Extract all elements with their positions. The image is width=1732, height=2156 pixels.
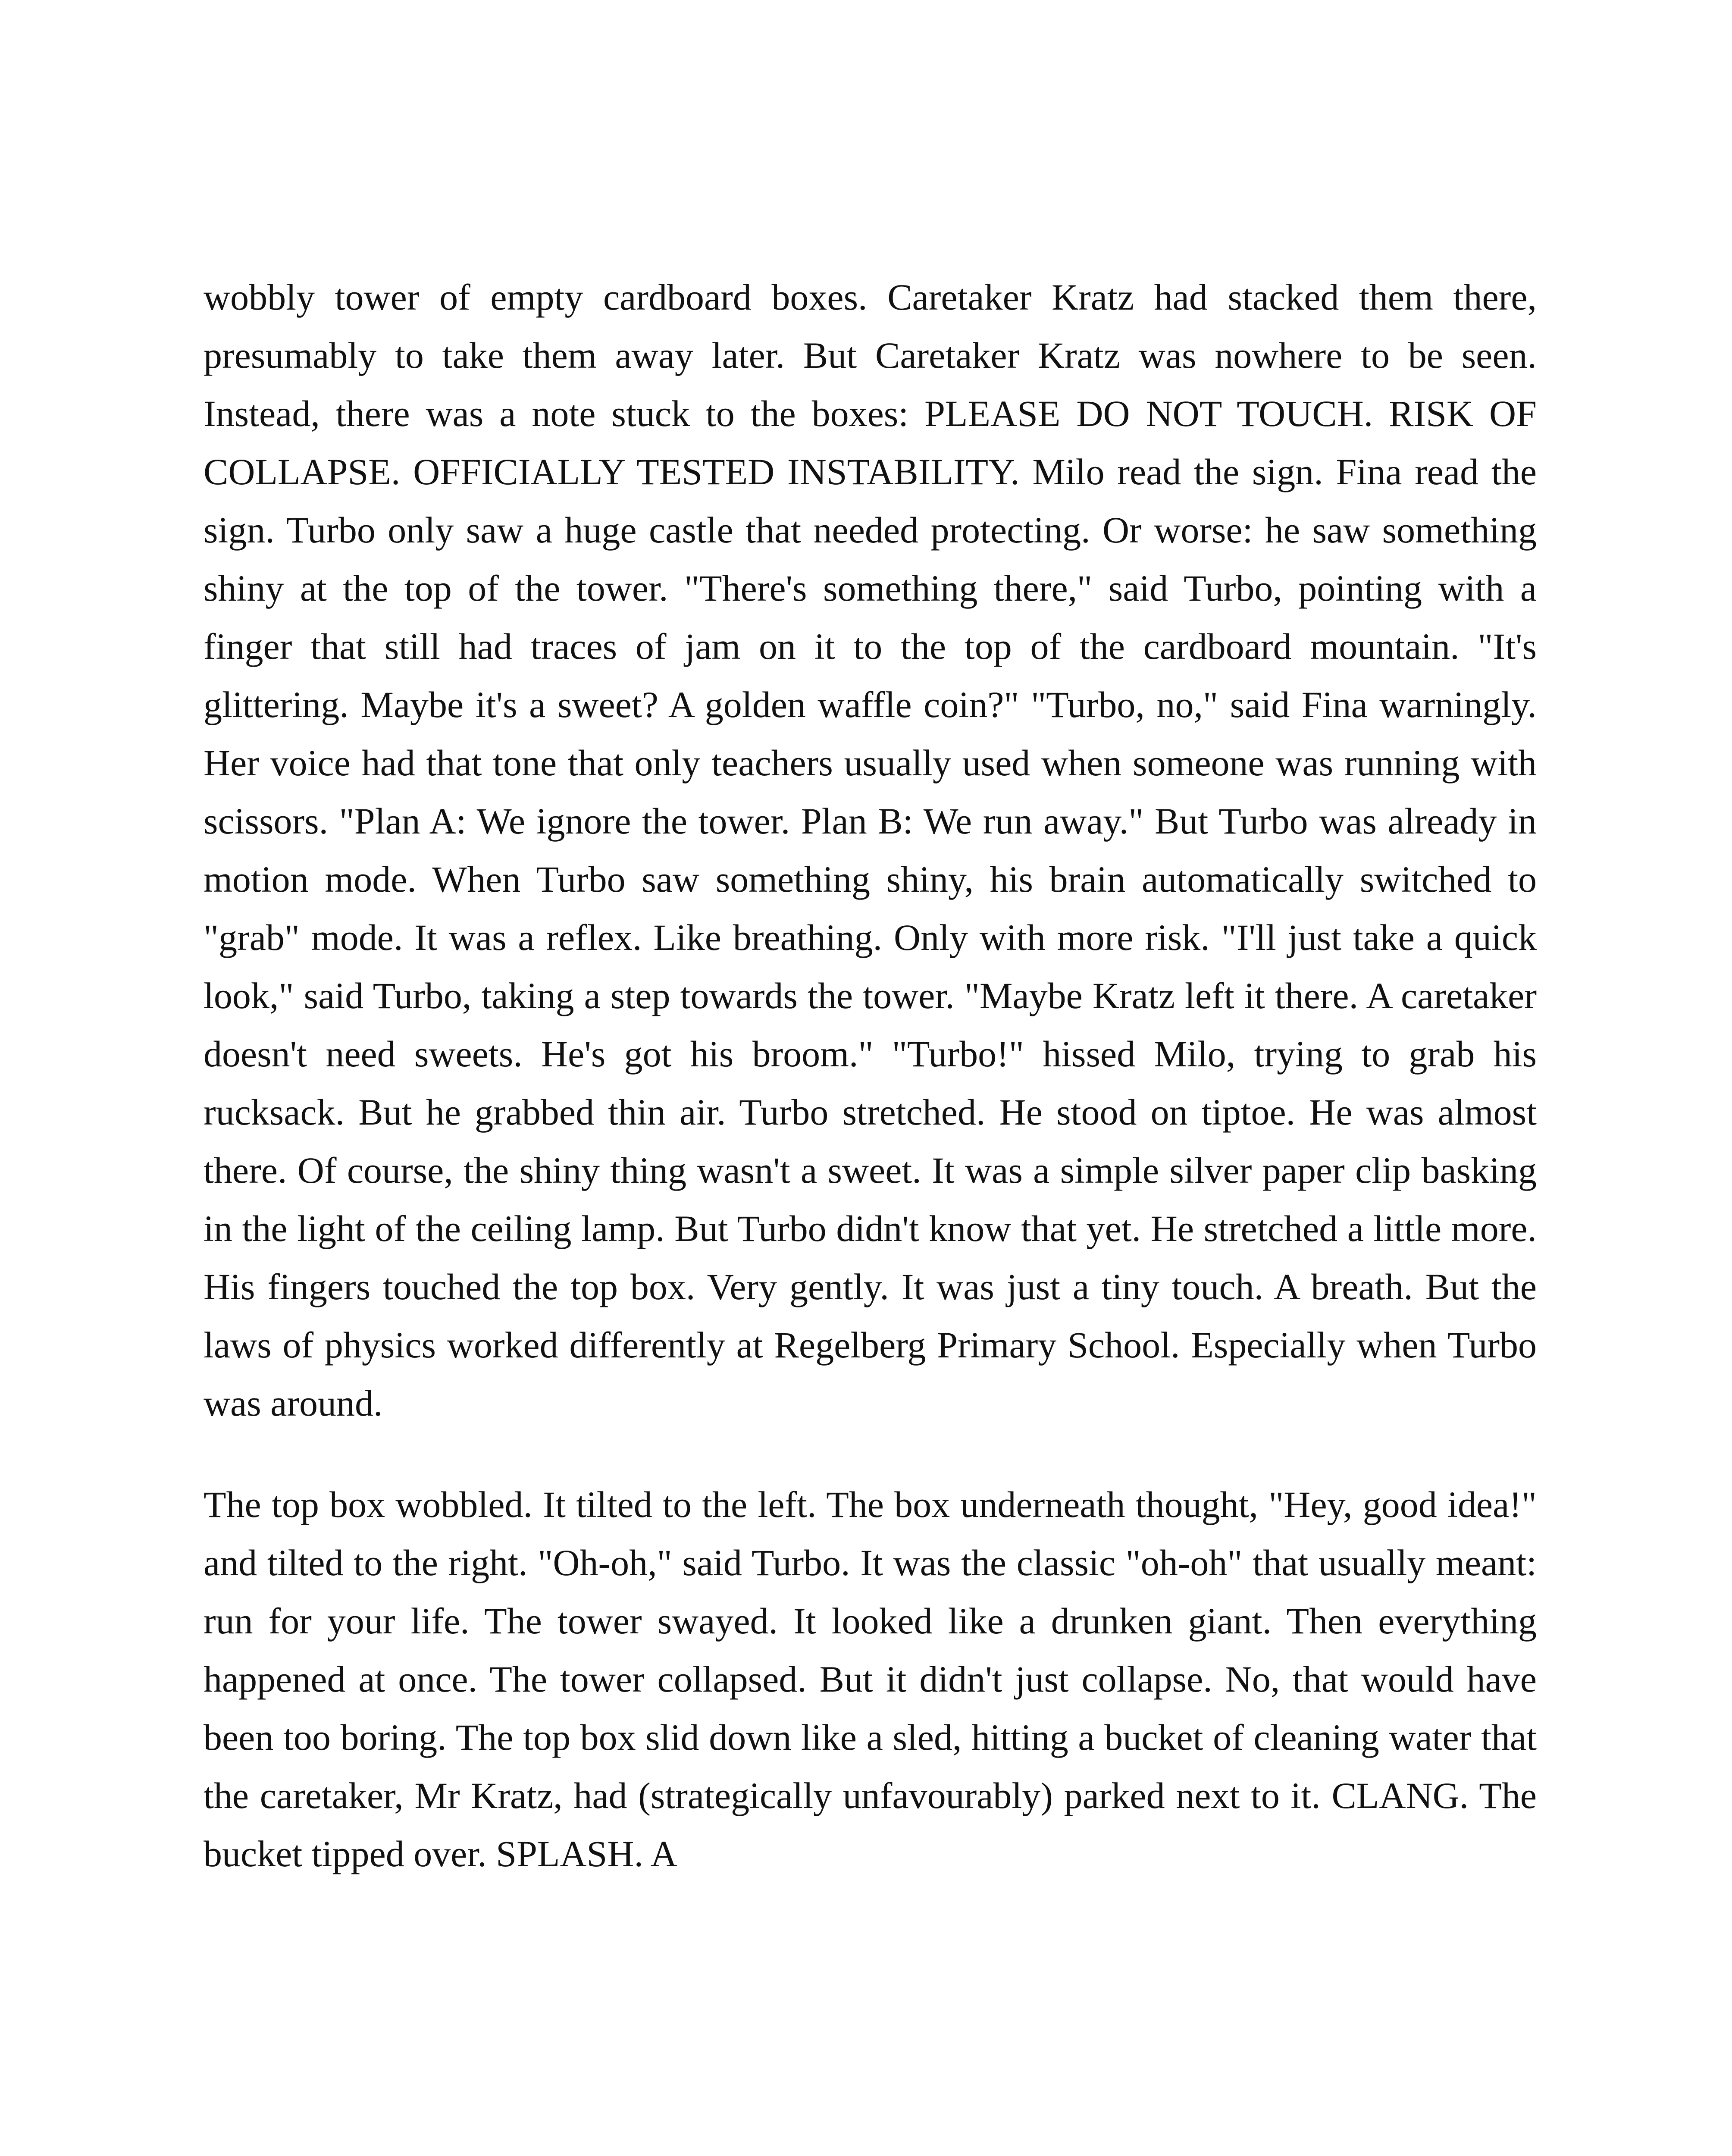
paragraph-2: The top box wobbled. It tilted to the left. The box underneath thought, "Hey, good idea!" and tilted to the right. "Oh-oh," said Turbo. It was the classic "oh-oh" that usually meant: run for your life. The tower swayed. It looked like a drunken giant. Then everything happened at once. The tower collapsed. But it didn't just collapse. No, that would have been too boring. The top box slid down like a sled, hitting a bucket of cleaning water that the caretaker, Mr Kratz, had (strategically unfavourably) parked next to it. CLANG. The bucket tipped over. SPLASH. A bbox=[204, 1484, 1537, 1874]
body-text bbox=[204, 268, 1537, 1883]
paragraph-1: wobbly tower of empty cardboard boxes. Caretaker Kratz had stacked them there, presumably to take them away later. But Caretaker Kratz was nowhere to be seen. Instead, there was a note stuck to the boxes: PLEASE DO NOT TOUCH. RISK OF COLLAPSE. OFFICIALLY TESTED INSTABILITY. Milo read the sign. Fina read the sign. Turbo only saw a huge castle that needed protecting. Or worse: he saw something shiny at the top of the tower. "There's something there," said Turbo, pointing with a finger that still had traces of jam on it to the top of the cardboard mountain. "It's glittering. Maybe it's a sweet? A golden waffle coin?" "Turbo, no," said Fina warningly. Her voice had that tone that only teachers usually used when someone was running with scissors. "Plan A: We ignore the tower. Plan B: We run away." But Turbo was already in motion mode. When Turbo saw something shiny, his brain automatically switched to "grab" mode. It was a reflex. Like breathing. Only with more risk. "I'll just take a quick look," said Turbo, taking a step towards the tower. "Maybe Kratz left it there. A caretaker doesn't need sweets. He's got his broom." "Turbo!" hissed Milo, trying to grab his rucksack. But he grabbed thin air. Turbo stretched. He stood on tiptoe. He was almost there. Of course, the shiny thing wasn't a sweet. It was a simple silver paper clip basking in the light of the ceiling lamp. But Turbo didn't know that yet. He stretched a little more. His fingers touched the top box. Very gently. It was just a tiny touch. A breath. But the laws of physics worked differently at Regelberg Primary School. Especially when Turbo was around. bbox=[204, 276, 1537, 1424]
